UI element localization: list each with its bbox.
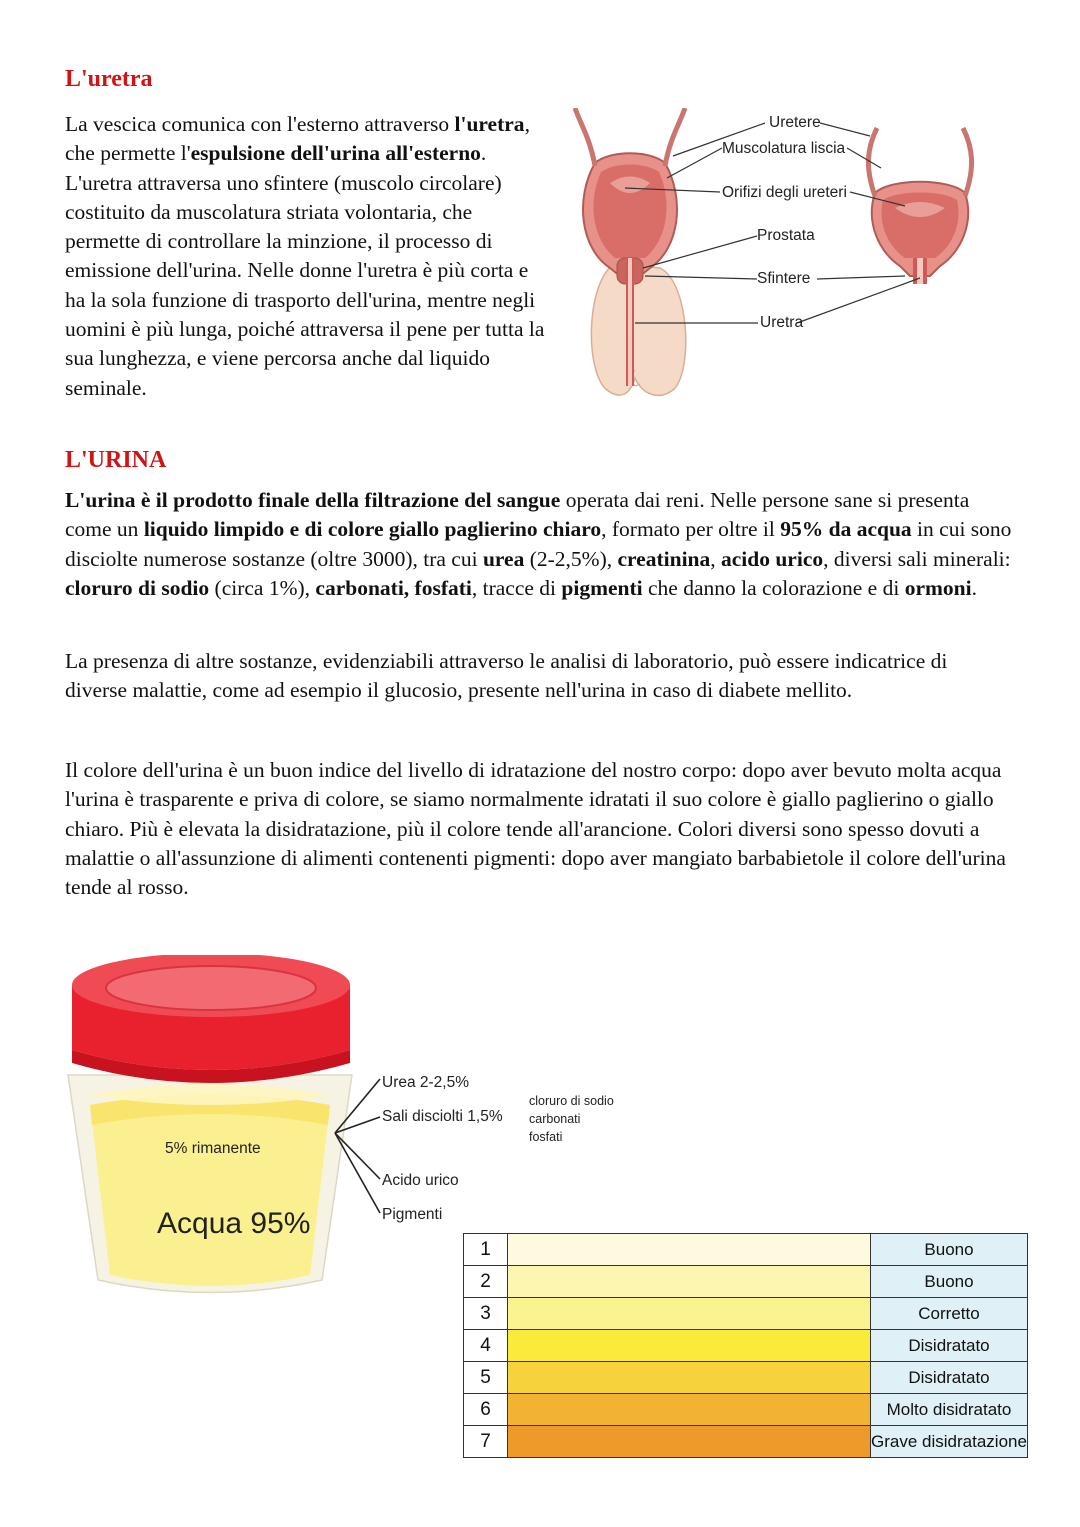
scale-level-number: 2 [464,1266,508,1298]
scale-level-number: 7 [464,1426,508,1458]
label-cloruro-di-sodio: cloruro di sodio [529,1094,614,1108]
text-run: (circa 1%), [209,575,316,600]
text-run: operata dai reni. Nelle persone sane si presenta come un [65,488,970,542]
scale-level-number: 6 [464,1394,508,1426]
bold-text: acido urico [721,546,824,571]
text-run: , [710,546,721,571]
label-5-rimanente: 5% rimanente [165,1140,261,1157]
composition-leader-lines [335,1079,480,1213]
hydration-color-scale-table [463,1233,1028,1458]
text-run: La vescica comunica con l'esterno attraverso [65,112,455,136]
scale-status-label: Buono [871,1234,1028,1266]
label-prostata: Prostata [757,227,815,244]
bold-text: pigmenti [561,575,643,600]
label-sfintere: Sfintere [757,270,811,287]
label-pigmenti: Pigmenti [382,1206,443,1223]
scale-color-swatch [508,1234,871,1266]
label-urea: Urea 2-2,5% [382,1074,470,1091]
scale-status-label: Grave disidratazione [871,1426,1028,1458]
scale-color-swatch [508,1426,871,1458]
text-run: in cui sono disciolte numerose sostanze (oltre 3000), tra cui [65,517,1012,571]
scale-status-label: Buono [871,1266,1028,1298]
scale-level-number: 3 [464,1298,508,1330]
bold-text: L'urina è il prodotto finale della filtrazione del sangue [65,488,561,512]
scale-level-number: 4 [464,1330,508,1362]
urina-paragraph-1 [65,486,1015,603]
scale-status-label: Molto disidratato [871,1394,1028,1426]
text-run: , tracce di [471,575,562,600]
scale-row [464,1394,1028,1426]
section-title-urina: L'URINA [65,447,167,473]
text-run: . L'uretra attraversa uno sfintere (muscolo circolare) costituito da muscolatura striata volontaria, che permette di controllare la minzione, il processo di emissione dell'urina. Nelle donne l'uretra è più corta e ha la sola funzione di trasporto dell'urina, mentre negli uomini è più lunga, poiché attraversa il pene per tutta la sua lunghezza, e viene percorsa anche dal liquido seminale. [65,141,545,400]
text-run: . [971,575,977,600]
male-bladder-figure [575,108,686,395]
bold-text: carbonati, fosfati [315,575,472,600]
scale-status-label: Disidratato [871,1362,1028,1394]
urine-jar-illustration [60,955,480,1315]
scale-status-label: Corretto [871,1298,1028,1330]
label-acqua-95: Acqua 95% [157,1207,311,1240]
bold-text: l'uretra [454,112,525,136]
scale-row [464,1330,1028,1362]
label-uretra: Uretra [760,314,804,331]
label-acido-urico: Acido urico [382,1172,459,1189]
scale-color-swatch [508,1394,871,1426]
label-muscolatura-liscia: Muscolatura liscia [722,140,846,157]
bold-text: urea [482,546,525,571]
label-carbonati: carbonati [529,1112,581,1126]
section-title-uretra: L'uretra [65,66,153,92]
text-run: (2-2,5%), [524,546,618,571]
scale-color-swatch [508,1266,871,1298]
bold-text: cloruro di sodio [65,575,210,600]
scale-level-number: 1 [464,1234,508,1266]
scale-row [464,1234,1028,1266]
text-run: che danno la colorazione e di [642,575,905,600]
label-sali-disciolti: Sali disciolti 1,5% [382,1108,503,1125]
label-uretere: Uretere [769,114,821,131]
uretra-paragraph [65,110,545,403]
scale-status-label: Disidratato [871,1330,1028,1362]
label-fosfati: fosfati [529,1130,563,1144]
bold-text: ormoni [904,575,972,600]
scale-row [464,1266,1028,1298]
urina-paragraph-3: Il colore dell'urina è un buon indice del livello di idratazione del nostro corpo: dopo aver bevuto molta acqua l'urina è trasparente e priva di colore, se siamo normalmente idratati il suo colore è giallo paglierino o giallo chiaro. Più è elevata la disidratazione, più il colore tende all'arancione. Colori diversi sono spesso dovuti a malattie o all'assunzione di alimenti contenenti pigmenti: dopo aver mangiato barbabietole il colore dell'urina tende al rosso. [65,758,1006,900]
scale-color-swatch [508,1298,871,1330]
female-bladder-figure [868,128,971,284]
bold-text: 95% da acqua [780,517,912,542]
text-run: , che permette l' [65,112,530,166]
scale-level-number: 5 [464,1362,508,1394]
bold-text: liquido limpido e di colore giallo paglierino chiaro [143,517,602,542]
scale-row [464,1298,1028,1330]
scale-row [464,1426,1028,1458]
scale-row [464,1362,1028,1394]
text-run: , formato per oltre il [601,517,781,542]
scale-color-swatch [508,1362,871,1394]
label-orifizi-ureteri: Orifizi degli ureteri [722,184,847,201]
bold-text: espulsione dell'urina all'esterno [190,141,481,166]
urina-paragraph-2: La presenza di altre sostanze, evidenziabili attraverso le analisi di laboratorio, può essere indicatrice di diverse malattie, come ad esempio il glucosio, presente nell'urina in caso di diabete mellito. [65,649,948,703]
bold-text: creatinina [617,546,711,571]
text-run: , diversi sali minerali: [823,546,1011,571]
scale-color-swatch [508,1330,871,1362]
